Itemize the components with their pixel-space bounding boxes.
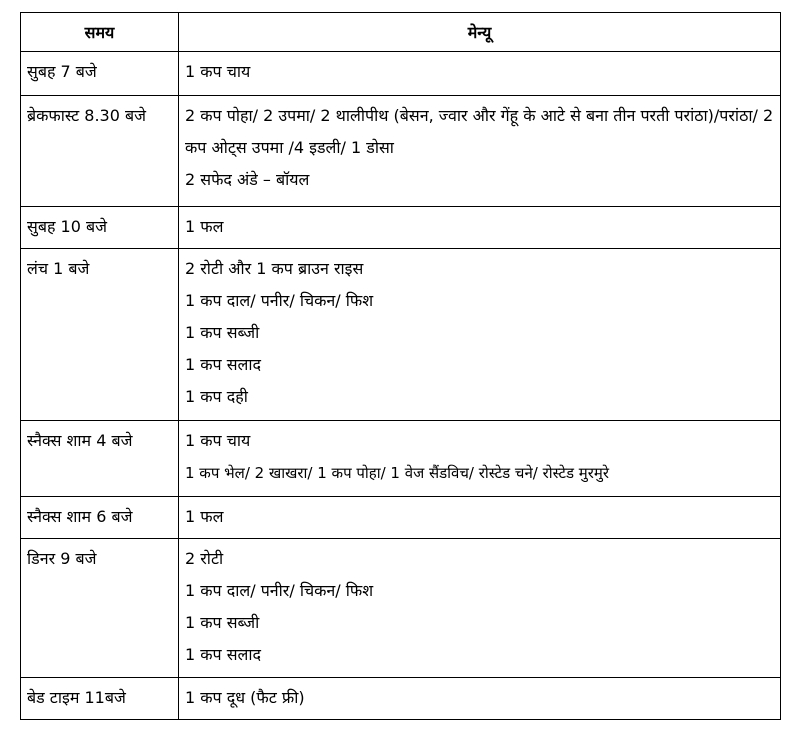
menu-item: 1 फल <box>185 507 224 526</box>
menu-item: 1 कप दाल/ पनीर/ चिकन/ फिश <box>185 581 374 600</box>
menu-item: 1 कप चाय <box>185 431 251 450</box>
table-row <box>21 96 781 207</box>
time-cell: सुबह 7 बजे <box>21 52 179 96</box>
time-cell: बेड टाइम 11बजे <box>21 678 179 720</box>
menu-item: 2 कप पोहा/ 2 उपमा/ 2 थालीपीथ (बेसन, ज्वार और गेंहू के आटे से बना तीन परती परांठा)/परांठा/ 2 कप ओट्स उपमा /4 इडली/ 1 डोसा <box>185 106 774 157</box>
table-row <box>21 497 781 539</box>
menu-item: 1 फल <box>185 217 224 236</box>
table-row <box>21 678 781 720</box>
menu-cell <box>179 52 781 96</box>
menu-cell <box>179 497 781 539</box>
table-row <box>21 52 781 96</box>
menu-item: 1 कप चाय <box>185 62 251 81</box>
header-menu: मेन्यू <box>179 13 781 52</box>
menu-cell <box>179 207 781 249</box>
table-row <box>21 249 781 421</box>
menu-item: 1 कप सलाद <box>185 355 262 374</box>
menu-cell <box>179 96 781 207</box>
menu-item: 1 कप दाल/ पनीर/ चिकन/ फिश <box>185 291 374 310</box>
time-cell: स्नैक्स शाम 4 बजे <box>21 421 179 497</box>
menu-item: 1 कप सब्जी <box>185 613 260 632</box>
time-cell: डिनर 9 बजे <box>21 539 179 678</box>
diet-menu-table <box>20 12 781 720</box>
table-header-row <box>21 13 781 52</box>
menu-cell <box>179 421 781 497</box>
menu-cell <box>179 249 781 421</box>
menu-cell <box>179 539 781 678</box>
table-row <box>21 421 781 497</box>
menu-item: 1 कप सब्जी <box>185 323 260 342</box>
header-time: समय <box>21 13 179 52</box>
time-cell: सुबह 10 बजे <box>21 207 179 249</box>
menu-item: 1 कप सलाद <box>185 645 262 664</box>
menu-item: 1 कप दही <box>185 387 248 406</box>
table-row <box>21 539 781 678</box>
menu-cell <box>179 678 781 720</box>
menu-item: 2 रोटी और 1 कप ब्राउन राइस <box>185 259 364 278</box>
menu-item: 1 कप भेल/ 2 खाखरा/ 1 कप पोहा/ 1 वेज सैंडविच/ रोस्टेड चने/ रोस्टेड मुरमुरे <box>185 464 610 482</box>
time-cell: ब्रेकफास्ट 8.30 बजे <box>21 96 179 207</box>
time-cell: लंच 1 बजे <box>21 249 179 421</box>
menu-item: 1 कप दूध (फैट फ्री) <box>185 688 305 707</box>
menu-item: 2 सफेद अंडे – बॉयल <box>185 170 310 189</box>
time-cell: स्नैक्स शाम 6 बजे <box>21 497 179 539</box>
menu-item: 2 रोटी <box>185 549 224 568</box>
table-row <box>21 207 781 249</box>
